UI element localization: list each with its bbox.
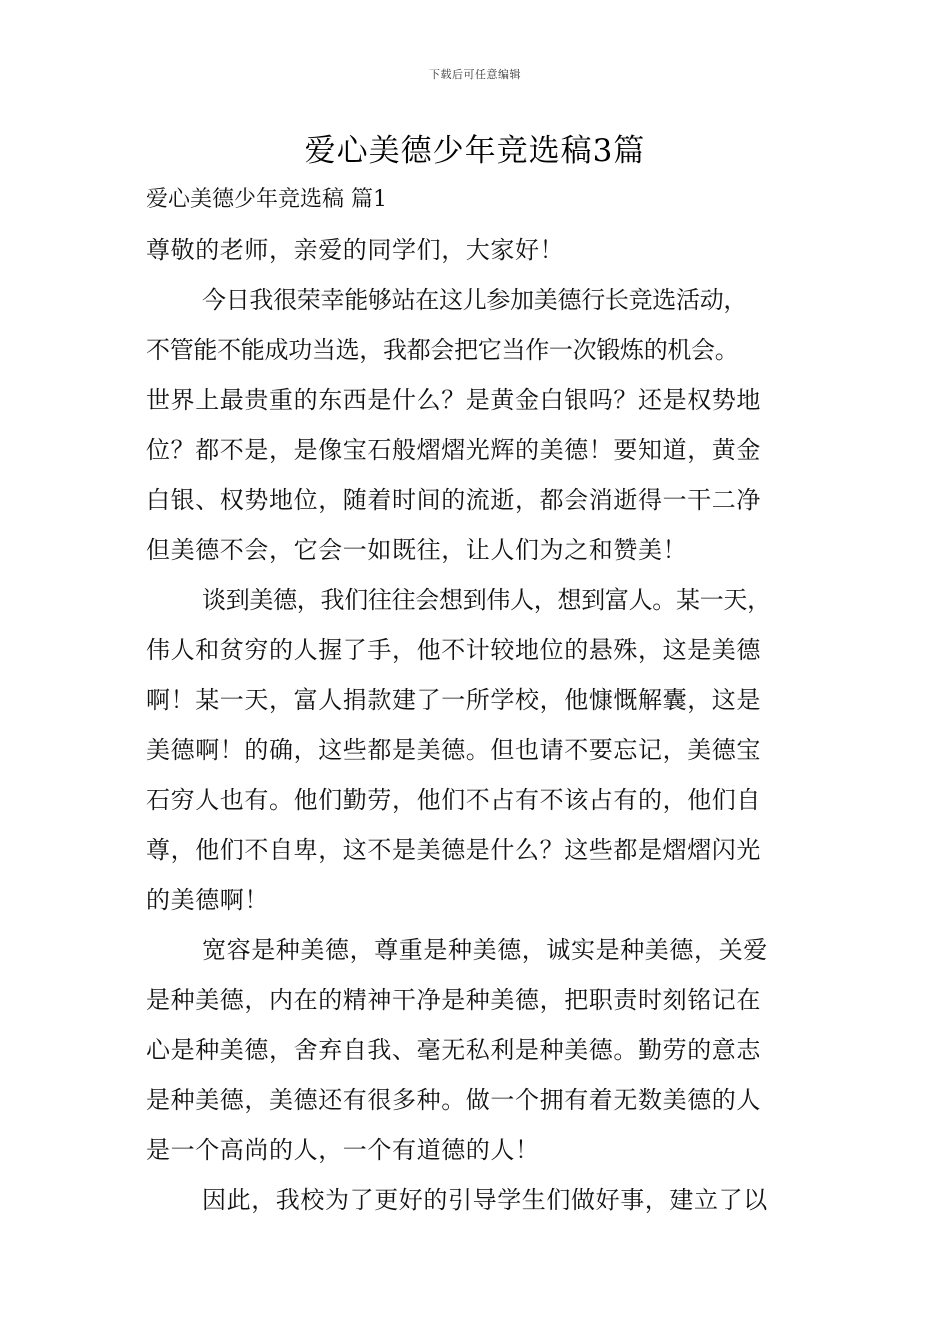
text-line: 但美德不会，它会一如既往，让人们为之和赞美！	[146, 536, 688, 564]
text-line: 今日我很荣幸能够站在这儿参加美德行长竞选活动，	[202, 286, 748, 314]
text-line: 尊，他们不自卑，这不是美德是什么？这些都是熠熠闪光	[146, 836, 761, 864]
text-line: 世界上最贵重的东西是什么？是黄金白银吗？还是权势地	[146, 386, 761, 414]
text-line: 是种美德，美德还有很多种。做一个拥有着无数美德的人	[146, 1086, 761, 1114]
text-line: 白银、权势地位，随着时间的流逝，都会消逝得一干二净	[146, 486, 761, 514]
document-title: 爱心美德少年竞选稿3篇	[304, 133, 646, 169]
text-line: 是种美德，内在的精神干净是种美德，把职责时刻铭记在	[146, 986, 761, 1014]
text-line: 因此，我校为了更好的引导学生们做好事，建立了以	[202, 1186, 768, 1214]
text-line: 宽容是种美德，尊重是种美德，诚实是种美德，关爱	[202, 936, 768, 964]
text-line: 石穷人也有。他们勤劳，他们不占有不该占有的，他们自	[146, 786, 761, 814]
document-body	[146, 229, 810, 1229]
text-line: 啊！某一天，富人捐款建了一所学校，他慷慨解囊，这是	[146, 686, 761, 714]
text-line: 尊敬的老师，亲爱的同学们，大家好！	[146, 236, 565, 264]
text-line: 位？都不是，是像宝石般熠熠光辉的美德！要知道，黄金	[146, 436, 761, 464]
text-line: 谈到美德，我们往往会想到伟人，想到富人。某一天，	[202, 586, 771, 614]
section-heading: 爱心美德少年竞选稿 篇1	[146, 187, 387, 212]
text-line: 的美德啊！	[146, 886, 269, 914]
header-note: 下载后可任意编辑	[429, 68, 521, 81]
text-line: 不管能不能成功当选，我都会把它当作一次锻炼的机会。	[146, 336, 739, 364]
text-line: 美德啊！的确，这些都是美德。但也请不要忘记，美德宝	[146, 736, 761, 764]
text-line: 心是种美德，舍弃自我、毫无私利是种美德。勤劳的意志	[146, 1036, 761, 1064]
text-line: 伟人和贫穷的人握了手，他不计较地位的悬殊，这是美德	[146, 636, 761, 664]
text-line: 是一个高尚的人，一个有道德的人！	[146, 1136, 540, 1164]
